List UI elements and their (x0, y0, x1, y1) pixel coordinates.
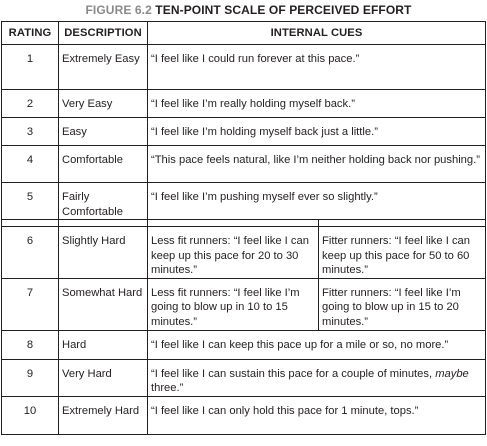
cue-cell (148, 359, 486, 396)
description-cell: Hard (59, 330, 148, 359)
cue-less-fit-cell: Less fit runners: “I feel like I can keep up this pace for 20 to 30 minutes.” (148, 227, 319, 279)
figure-title: TEN-POINT SCALE OF PERCEIVED EFFORT (155, 3, 412, 17)
description-cell: Slightly Hard (59, 227, 148, 279)
rating-cell: 4 (2, 146, 59, 183)
table-row (2, 359, 486, 396)
cue-cell: “I feel like I could run forever at this pace.” (148, 45, 486, 90)
cue-cell: “This pace feels natural, like I’m neither holding back nor pushing.” (148, 146, 486, 183)
table-row (2, 278, 486, 330)
spacer-cell (59, 220, 148, 227)
rating-cell: 1 (2, 45, 59, 90)
header-description: DESCRIPTION (59, 22, 148, 45)
description-cell: Extremely Easy (59, 45, 148, 90)
description-cell: Extremely Hard (59, 396, 148, 434)
rating-cell: 3 (2, 118, 59, 146)
table-row (2, 183, 486, 220)
cue-cell: “I feel like I’m really holding myself back.” (148, 90, 486, 118)
table-row (2, 90, 486, 118)
header-internal-cues: INTERNAL CUES (148, 22, 486, 45)
cue-fitter-cell: Fitter runners: “I feel like I can keep up this pace for 50 to 60 minutes.” (319, 227, 486, 279)
table-row (2, 146, 486, 183)
description-cell: Easy (59, 118, 148, 146)
spacer-cell (2, 220, 59, 227)
rating-cell: 8 (2, 330, 59, 359)
table-row (2, 330, 486, 359)
rating-cell: 5 (2, 183, 59, 220)
effort-scale-table (1, 21, 486, 435)
cue-cell: “I feel like I’m holding myself back just a little.” (148, 118, 486, 146)
rating-cell: 9 (2, 359, 59, 396)
rating-cell: 6 (2, 227, 59, 279)
rating-cell: 2 (2, 90, 59, 118)
description-cell: Very Hard (59, 359, 148, 396)
spacer-cell (319, 220, 486, 227)
table-spacer-row (2, 220, 486, 227)
cue-cell: “I feel like I can only hold this pace for 1 minute, tops.” (148, 396, 486, 434)
header-rating: RATING (2, 22, 59, 45)
description-cell: Very Easy (59, 90, 148, 118)
description-cell: Comfortable (59, 146, 148, 183)
figure-caption (0, 0, 487, 20)
description-cell: Fairly Comfortable (59, 183, 148, 220)
table-row (2, 45, 486, 90)
rating-cell: 7 (2, 278, 59, 330)
table-header-row (2, 22, 486, 45)
cue-fitter-cell: Fitter runners: “I feel like I’m going to blow up in 15 to 20 minutes.” (319, 278, 486, 330)
description-cell: Somewhat Hard (59, 278, 148, 330)
spacer-cell (148, 220, 319, 227)
table-row (2, 227, 486, 279)
cue-cell: “I feel like I can keep this pace up for a mile or so, no more.” (148, 330, 486, 359)
cue-cell: “I feel like I’m pushing myself ever so slightly.” (148, 183, 486, 220)
figure-label: FIGURE 6.2 (85, 3, 152, 17)
rating-cell: 10 (2, 396, 59, 434)
table-row (2, 118, 486, 146)
cue-emphasis: maybe (435, 367, 469, 380)
cue-text-end: three.” (151, 382, 184, 394)
cue-less-fit-cell: Less fit runners: “I feel like I’m going to blow up in 10 to 15 minutes.” (148, 278, 319, 330)
table-row (2, 396, 486, 434)
cue-text: “I feel like I can sustain this pace for a couple of minutes, (151, 367, 436, 380)
